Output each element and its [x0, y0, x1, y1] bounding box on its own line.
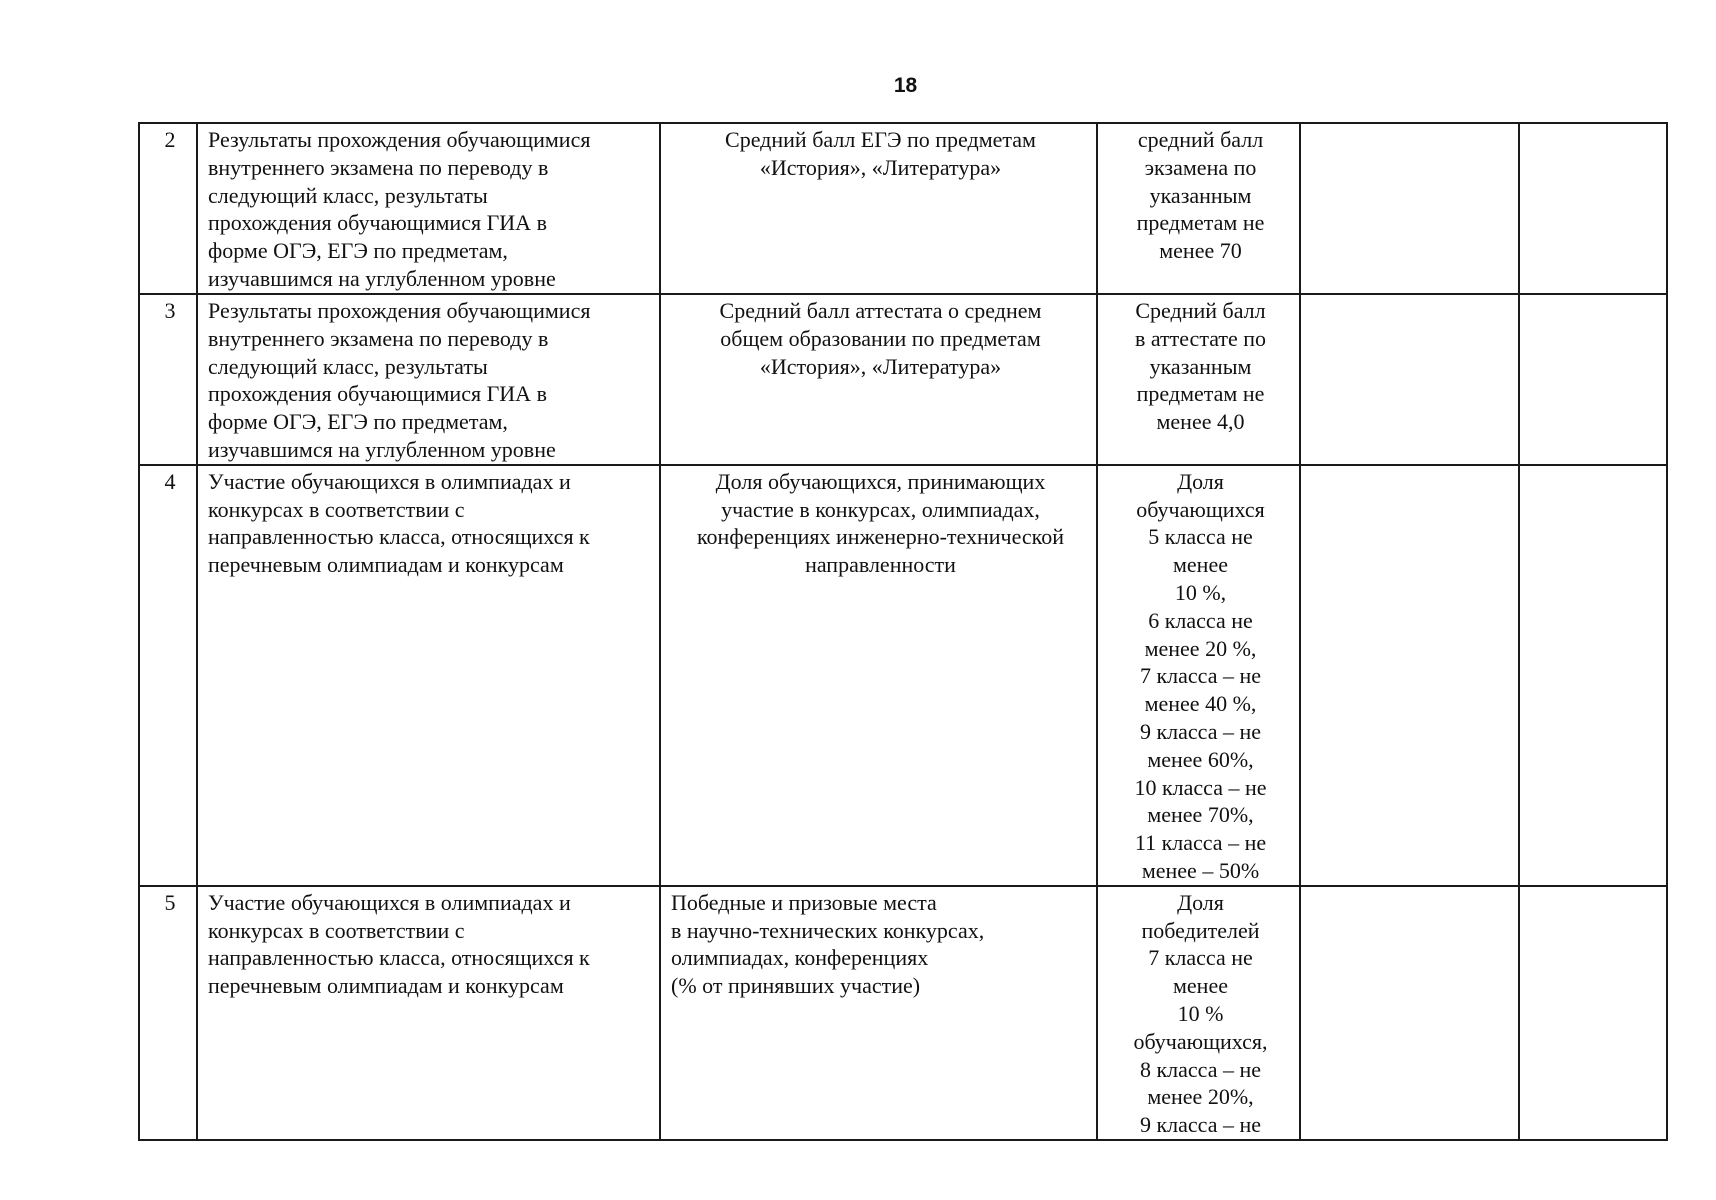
value-line: 8 класса – не	[1139, 1056, 1262, 1082]
table-row	[139, 465, 1667, 886]
value-line: 10 %,	[1174, 579, 1227, 605]
result-cell	[197, 465, 660, 886]
value-line: 9 класса – не	[1139, 1112, 1262, 1138]
value-line: 7 класса – не	[1139, 663, 1262, 689]
row-number: 3	[139, 294, 197, 465]
row-number: 5	[139, 886, 197, 1140]
indicator-line: олимпиадах, конференциях	[671, 945, 929, 971]
result-line: Результаты прохождения обучающимися	[208, 127, 591, 152]
result-line: конкурсах в соответствии с	[208, 917, 465, 943]
indicator-line: (% от принявших участие)	[671, 973, 921, 999]
criteria-table	[138, 122, 1668, 1141]
result-line: следующий класс, результаты	[208, 182, 488, 208]
result-line: Результаты прохождения обучающимися	[208, 298, 591, 323]
value-line: 7 класса не	[1148, 945, 1253, 971]
empty-cell	[1519, 294, 1667, 465]
value-line: победителей	[1141, 917, 1260, 943]
indicator-line: «История», «Литература»	[759, 353, 1002, 379]
value-line: предметам не	[1136, 381, 1265, 407]
empty-cell	[1300, 294, 1519, 465]
result-line: перечневым олимпиадам и конкурсам	[208, 973, 564, 999]
result-line: направленностью класса, относящихся к	[208, 945, 590, 971]
value-line: средний балл	[1137, 127, 1264, 152]
result-line: форме ОГЭ, ЕГЭ по предметам,	[208, 409, 508, 435]
value-line: Доля	[1177, 889, 1224, 915]
value-line: менее 60%,	[1147, 746, 1254, 772]
indicator-line: общем образовании по предметам	[720, 325, 1041, 351]
value-line: менее 70	[1159, 238, 1242, 264]
indicator-line: в научно-технических конкурсах,	[671, 917, 985, 943]
value-line: 6 класса не	[1148, 607, 1253, 633]
empty-cell	[1300, 465, 1519, 886]
value-line: экзамена по	[1144, 154, 1257, 180]
value-line: Доля	[1177, 468, 1224, 494]
value-line: обучающихся	[1136, 496, 1265, 522]
empty-cell	[1519, 465, 1667, 886]
target-value-cell	[1097, 123, 1300, 294]
target-value-cell	[1097, 465, 1300, 886]
indicator-cell	[660, 294, 1097, 465]
value-line: менее 4,0	[1156, 409, 1245, 435]
indicator-line: Средний балл ЕГЭ по предметам	[725, 127, 1036, 152]
value-line: 9 класса – не	[1139, 718, 1262, 744]
indicator-line: «История», «Литература»	[759, 154, 1002, 180]
indicator-line: направленности	[805, 552, 956, 578]
table-row	[139, 294, 1667, 465]
indicator-cell	[660, 465, 1097, 886]
value-line: менее 40 %,	[1144, 691, 1257, 717]
value-line: 11 класса – не	[1134, 830, 1267, 856]
result-line: Участие обучающихся в олимпиадах и	[208, 468, 571, 494]
target-value-cell	[1097, 886, 1300, 1140]
result-line: форме ОГЭ, ЕГЭ по предметам,	[208, 238, 508, 264]
indicator-line: Победные и призовые места	[671, 889, 937, 915]
result-line: внутреннего экзамена по переводу в	[208, 325, 549, 351]
result-line: Участие обучающихся в олимпиадах и	[208, 889, 571, 915]
indicator-line: Доля обучающихся, принимающих	[715, 468, 1046, 494]
value-line: менее	[1173, 973, 1228, 999]
value-line: предметам не	[1136, 210, 1265, 236]
empty-cell	[1519, 886, 1667, 1140]
empty-cell	[1519, 123, 1667, 294]
result-cell	[197, 123, 660, 294]
target-value-cell	[1097, 294, 1300, 465]
result-line: перечневым олимпиадам и конкурсам	[208, 552, 564, 578]
indicator-line: Средний балл аттестата о среднем	[719, 298, 1042, 323]
result-line: изучавшимся на углубленном уровне	[208, 265, 556, 291]
indicator-line: конференциях инженерно-технической	[696, 524, 1065, 550]
value-line: 10 класса – не	[1134, 774, 1267, 800]
value-line: менее 70%,	[1147, 802, 1254, 828]
value-line: указанным	[1149, 182, 1252, 208]
page-number: 18	[893, 74, 918, 97]
indicator-cell	[660, 886, 1097, 1140]
result-line: прохождения обучающимися ГИА в	[208, 381, 547, 407]
table-row	[139, 886, 1667, 1140]
result-line: прохождения обучающимися ГИА в	[208, 210, 547, 236]
value-line: обучающихся,	[1133, 1028, 1268, 1054]
value-line: 5 класса не	[1148, 524, 1253, 550]
value-line: менее 20%,	[1147, 1084, 1254, 1110]
empty-cell	[1300, 886, 1519, 1140]
result-line: конкурсах в соответствии с	[208, 496, 465, 522]
indicator-cell	[660, 123, 1097, 294]
table-row	[139, 123, 1667, 294]
value-line: 10 %	[1177, 1000, 1224, 1026]
row-number: 2	[139, 123, 197, 294]
result-cell	[197, 294, 660, 465]
result-line: направленностью класса, относящихся к	[208, 524, 590, 550]
row-number: 4	[139, 465, 197, 886]
value-line: менее	[1173, 552, 1228, 578]
result-cell	[197, 886, 660, 1140]
value-line: Средний балл	[1135, 298, 1266, 323]
indicator-line: участие в конкурсах, олимпиадах,	[721, 496, 1040, 522]
result-line: внутреннего экзамена по переводу в	[208, 154, 549, 180]
value-line: менее – 50%	[1141, 857, 1260, 883]
result-line: следующий класс, результаты	[208, 353, 488, 379]
value-line: указанным	[1149, 353, 1252, 379]
value-line: менее 20 %,	[1144, 635, 1257, 661]
value-line: в аттестате по	[1134, 325, 1267, 351]
result-line: изучавшимся на углубленном уровне	[208, 436, 556, 462]
empty-cell	[1300, 123, 1519, 294]
